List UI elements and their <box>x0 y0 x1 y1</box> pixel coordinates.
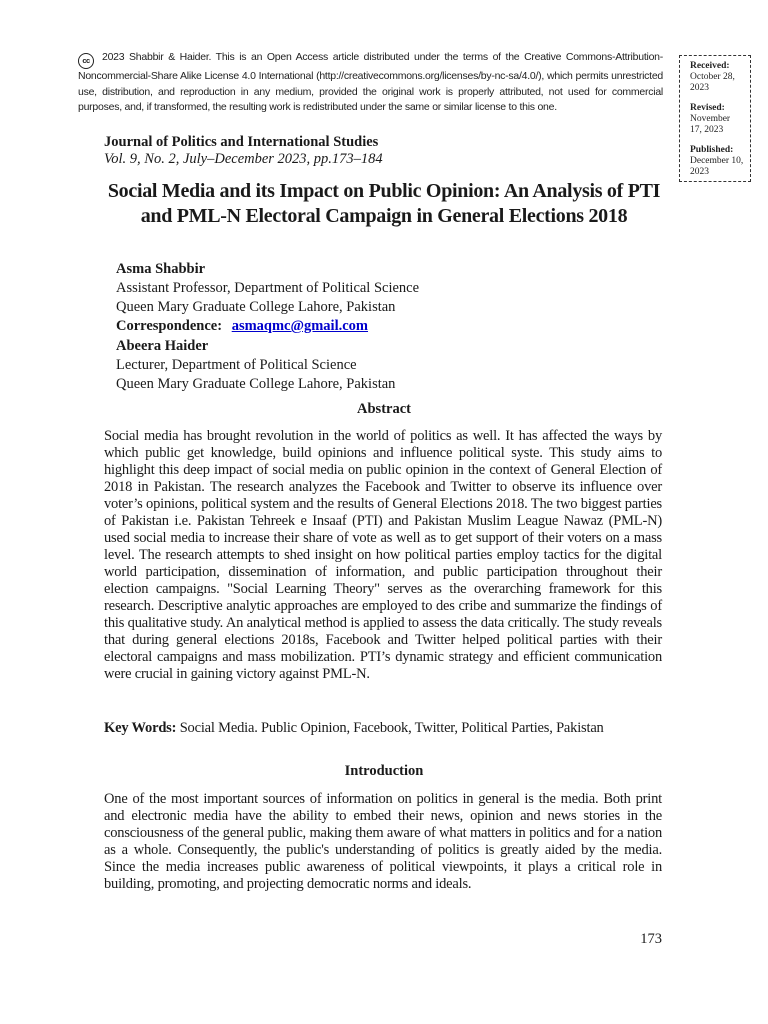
revised-label: Revised: <box>690 103 725 113</box>
journal-volume: Vol. 9, No. 2, July–December 2023, pp.173–184 <box>104 151 383 167</box>
keywords <box>104 720 662 737</box>
paper-title: Social Media and its Impact on Public Opinion: An Analysis of PTI and PML-N Electoral Campaign in General Elections 2018 <box>107 180 661 227</box>
journal-info <box>104 134 664 168</box>
author-position: Lecturer, Department of Political Science <box>116 357 357 373</box>
page-number: 173 <box>640 931 662 947</box>
author-block <box>116 337 616 394</box>
journal-name: Journal of Politics and International Studies <box>104 134 379 150</box>
keywords-text: Social Media. Public Opinion, Facebook, Twitter, Political Parties, Pakistan <box>179 720 604 736</box>
author-block <box>116 260 616 336</box>
cc-icon: cc <box>78 53 94 69</box>
author-name: Asma Shabbir <box>116 261 206 277</box>
revised-date: November 17, 2023 <box>690 114 731 135</box>
author-name: Abeera Haider <box>116 338 209 354</box>
correspondence-label: Correspondence: <box>116 318 223 334</box>
correspondence-line <box>116 317 616 336</box>
received-label: Received: <box>690 61 730 71</box>
introduction-heading: Introduction <box>344 763 424 779</box>
published-date: December 10, 2023 <box>690 156 744 177</box>
abstract-text: Social media has brought revolution in the world of politics as well. It has affected the ways by which public get knowledge, build opinions and influence political syste. This study aims to highlight this deep impact of social media on public opinion in the context of General Election of 2018 in Pakistan. The research analyzes the Facebook and Twitter to observe its influence over voter’s opinions, political system and the results of General Elections 2018. The two biggest parties of Pakistan i.e. Pakistan Tehreek e Insaaf (PTI) and Pakistan Muslim League Nawaz (PML-N) used social media to increase their share of vote as well as to get support of their voters on a mass level. The research attempts to shed insight on how political parties employ tactics for the digital world participation, dissemination of information, and public participation throughout their election campaigns. "Social Learning Theory" serves as the overarching framework for this research. Descriptive analytic approaches are employed to des cribe and summarize the findings of this qualitative study. An analytical method is applied to assess the data critically. The study reveals that during general elections 2018s, Facebook and Twitter helped political parties with their electoral campaigns and mass mobilization. PTI’s dynamic strategy and efficient communication were crucial in gaining victory against PML-N. <box>104 428 662 682</box>
correspondence-email-link[interactable]: asmaqmc@gmail.com <box>231 318 369 334</box>
published-label: Published: <box>690 145 734 155</box>
author-affiliation: Queen Mary Graduate College Lahore, Pakistan <box>116 299 396 315</box>
publication-dates-box <box>679 55 751 182</box>
author-affiliation: Queen Mary Graduate College Lahore, Pakistan <box>116 376 396 392</box>
license-notice <box>78 50 663 116</box>
abstract-heading: Abstract <box>357 401 411 417</box>
license-text: 2023 Shabbir & Haider. This is an Open Access article distributed under the terms of the Creative Commons-Attribution-Noncommercial-Share Alike License 4.0 International (http://creativecommons.org/licenses/by-nc-sa/4.0/), which permits unrestricted use, distribution, and reproduction in any medium, provided the original work is properly attributed, not used for commercial purposes, and, if transformed, the resulting work is redistributed under the same or similar license to this one. <box>78 51 663 113</box>
keywords-label: Key Words: <box>104 720 177 736</box>
author-position: Assistant Professor, Department of Political Science <box>116 280 420 296</box>
introduction-text: One of the most important sources of information on politics in general is the media. Both print and electronic media have the ability to embed their news, opinion and news stories in the consciousness of the general public, making them aware of what matters in politics and for a nation as a whole. Consequently, the public's understanding of politics is greatly aided by the media. Since the media increases public awareness of political viewpoints, it plays a critical role in building, promoting, and projecting democratic norms and ideals. <box>104 791 662 892</box>
received-date: October 28, 2023 <box>690 72 735 93</box>
